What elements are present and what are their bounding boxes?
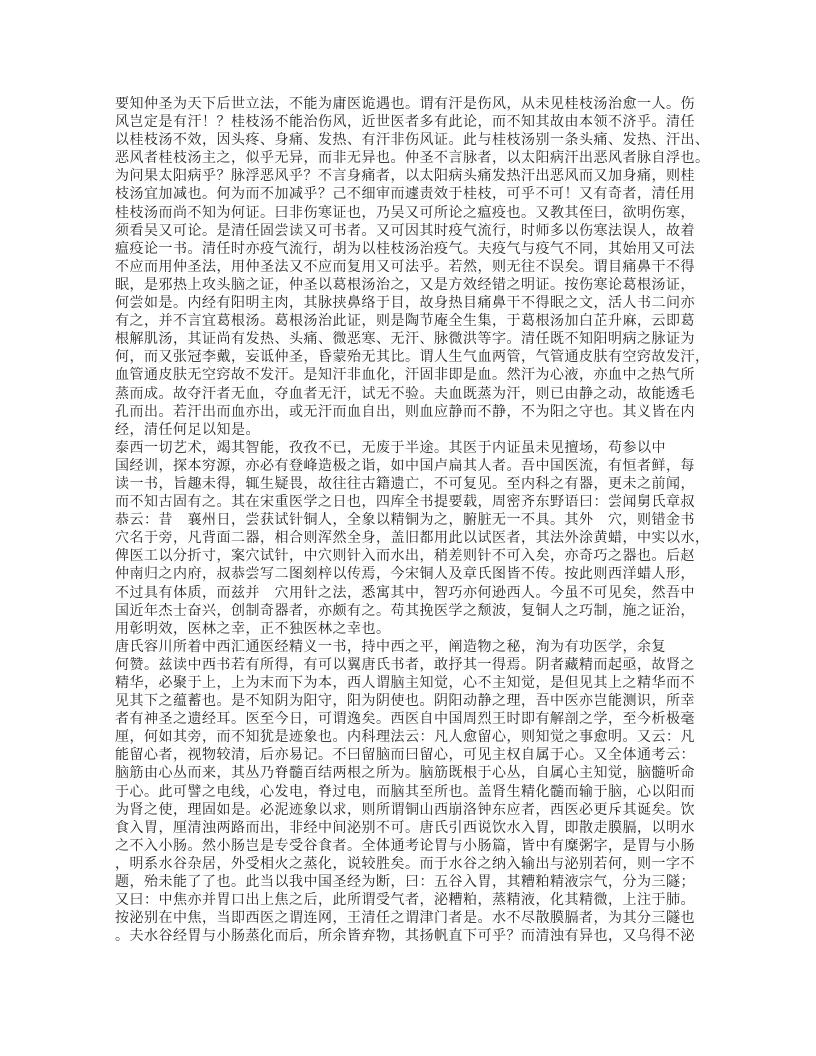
text-line: 者有神圣之遗经耳。医至今日，可谓逸矣。西医自中国周烈王时即有解剖之学，至今析极毫: [115, 712, 695, 728]
text-line: 恭云：昔 襄州日，尝获试针铜人，全象以精铜为之，腑脏无一不具。其外 穴，则错金书: [115, 513, 695, 529]
text-line: 血管通皮肤无空窍故不发汗。是知汗非血化，汗固非即是血。然汗为心液，亦血中之热气所: [115, 368, 695, 384]
text-line: 又曰：中焦亦并胃口出上焦之后，此所谓受气者，泌糟粕，蒸精液，化其精微，上注于肺。: [115, 893, 695, 909]
text-line: 按泌别在中焦，当即西医之谓连网，王清任之谓津门者是。水不尽散膜膈者，为其分三隧也: [115, 911, 695, 927]
text-line: 不应而用仲圣法，用仲圣法又不应而复用又可法乎。若然，则无往不误矣。谓目痛鼻干不得: [115, 259, 695, 275]
text-line: 国近年杰士奋兴，创制奇器者，亦颇有之。苟其挽医学之颓波，复铜人之巧制，施之证治，: [115, 603, 695, 619]
text-line: 之不入小肠。然小肠岂是专受谷食者。全体通考论胃与小肠篇，皆中有糜粥字，是胃与小肠: [115, 838, 695, 854]
text-line: 食入胃，厘清浊两路而出，非经中间泌别不可。唐氏引西说饮水入胃，即散走膜膈，以明水: [115, 820, 695, 836]
text-line: 泰西一切艺术，竭其智能，孜孜不已，无废于半途。其医于内证虽未见擅场，苟参以中: [115, 440, 666, 456]
text-line: 穴名于旁，凡背面二器，相合则浑然全身，盖旧都用此以试医者，其法外涂黄蜡，中实以水，: [115, 531, 710, 547]
text-line: 用彰明效，医林之幸，正不独医林之幸也。: [115, 621, 391, 637]
text-line: 不过具有体质，而兹并 穴用针之法，悉寓其中，智巧亦何逊西人。今虽不可见矣，然吾中: [115, 585, 695, 601]
text-line: 于心。此可譬之电线，心发电，脊过电，而脑其至所也。盖肾生精化髓而输于脑，心以阳而: [115, 784, 695, 800]
text-line: 恶风者桂枝汤主之，似乎无异，而非无异也。仲圣不言脉者，以太阳病汗出恶风者脉自浮也。: [115, 151, 710, 167]
text-line: 何，而又张冠李戴，妄诋仲圣，昏蒙殆无其比。谓人生气血两管，气管通皮肤有空窍故发汗，: [115, 350, 710, 366]
text-line: 有之，并不言宜葛根汤。葛根汤治此证，则是陶节庵全生集，于葛根汤加白芷升麻，云即葛: [115, 314, 695, 330]
text-line: 精华，必聚于上，上为末而下为本，西人谓脑主知觉，心不主知觉，是但见其上之精华而不: [115, 676, 695, 691]
text-line: 脑筋由心丛而来，其丛乃脊髓百结两根之所为。脑筋既根于心丛，自属心主知觉，脑髓听命: [115, 766, 695, 782]
text-line: 仲南归之内府，叔恭尝写二图刻梓以传焉，今宋铜人及章氏图皆不传。按此则西洋蜡人形，: [115, 567, 695, 583]
text-line: 何尝如是。内经有阳明主肉，其脉挟鼻络于目，故身热目痛鼻干不得眠之文，活人书二问亦: [115, 296, 695, 312]
text-line: 桂枝汤而尚不知为何证。曰非伤寒证也，乃吴又可所论之瘟疫也。又教其侄曰，欲明伤寒，: [115, 205, 695, 221]
text-line: 经，清任何足以知是。: [115, 422, 260, 438]
text-line: 。夫水谷经胃与小肠蒸化而后，所余皆弃物，其扬帆直下可乎？而清浊有异也，又乌得不泌: [115, 929, 695, 945]
text-line: 孔而出。若汗出而血亦出，或无汗而血自出，则血应静而不静，不为阳之守也。其义皆在内: [115, 404, 695, 420]
text-line: 须看吴又可论。是清任固尝读又可书者。又可因其时疫气流行，时师多以伤寒法误人，故着: [115, 223, 695, 239]
text-line: 厘，何如其旁，而不知犹是迹象也。内科理法云：凡人愈留心，则知觉之事愈明。又云：凡: [115, 730, 695, 746]
text-line: 能留心者，视物较清，后亦易记。不曰留脑而曰留心，可见主权自属于心。又全体通考云：: [115, 748, 695, 764]
text-line: 为问果太阳病乎？脉浮恶风乎？不言身痛者，以太阳病头痛发热汗出恶风而又加身痛，则桂: [115, 169, 695, 185]
document-text-block: [115, 96, 710, 946]
text-line: 而不知古固有之。其在宋重医学之日也，四库全书提要载，周密齐东野语曰：尝闻舅氏章叔: [115, 495, 695, 511]
text-line: ，明系水谷杂居，外受相火之蒸化，说较胜矣。而于水谷之纳入输出与泌别若何，则一字不: [115, 856, 695, 872]
text-line: 为肾之使，理固如是。必泥迹象以求，则所谓铜山西崩洛钟东应者，西医必更斥其诞矣。饮: [115, 802, 695, 818]
text-line: 何赞。兹读中西书若有所得，有可以翼唐氏书者，敢抒其一得焉。阴者藏精而起亟，故肾之: [115, 657, 695, 673]
text-line: 读一书，旨趣未得，辄生疑畏，故往往古籍遗亡，不可复见。至内科之有器，更未之前闻，: [115, 476, 695, 492]
text-line: 风岂定是有汗！？桂枝汤不能治伤风，近世医者多有此论，而不知其故由本领不济乎。清任: [115, 115, 695, 131]
text-line: 根解肌汤，其证尚有发热、头痛、微恶寒、无汗、脉微洪等字。清任既不知阳明病之脉证为: [115, 332, 695, 348]
text-line: 以桂枝汤不效，因头疼、身痛、发热、有汗非伤风证。此与桂枝汤别一条头痛、发热、汗出、: [115, 133, 710, 149]
text-line: 瘟疫论一书。清任时亦疫气流行，胡为以桂枝汤治疫气。夫疫气与疫气不同，其始用又可法: [115, 241, 695, 257]
text-line: 枝汤宜加减也。何为而不加减乎？己不细审而遽责效于桂枝，可乎不可！又有奇者，清任用: [115, 187, 695, 203]
text-line: 眠，是邪热上攻头脑之证，仲圣以葛根汤治之，又是方效经错之明证。按伤寒论葛根汤证，: [115, 277, 695, 293]
text-line: 国经训，探本穷源，亦必有登峰造极之诣，如中国卢扁其人者。吾中国医流，有恒者鲜，每: [115, 458, 695, 474]
text-line: 唐氏容川所着中西汇通医经精义一书，持中西之平，阐造物之秘，洵为有功医学，余复: [115, 639, 666, 655]
text-line: 见其下之蕴蓄也。是不知阴为阳守，阳为阴使也。阴阳动静之理，吾中医亦岂能测识，所幸: [115, 694, 695, 710]
text-line: 题，殆未能了了也。此当以我中国圣经为断，曰：五谷入胃，其糟粕精液宗气，分为三隧；: [115, 875, 695, 891]
text-line: 蒸而成。故夺汗者无血，夺血者无汗，试无不验。夫血既蒸为汗，则已由静之动，故能透毛: [115, 386, 695, 402]
text-line: 要知仲圣为天下后世立法，不能为庸医诡遇也。谓有汗是伤风，从未见桂枝汤治愈一人。伤: [115, 97, 695, 112]
text-line: 俾医工以分折寸，案穴试针，中穴则针入而水出，稍差则针不可入矣，亦奇巧之器也。后赵: [115, 549, 695, 565]
